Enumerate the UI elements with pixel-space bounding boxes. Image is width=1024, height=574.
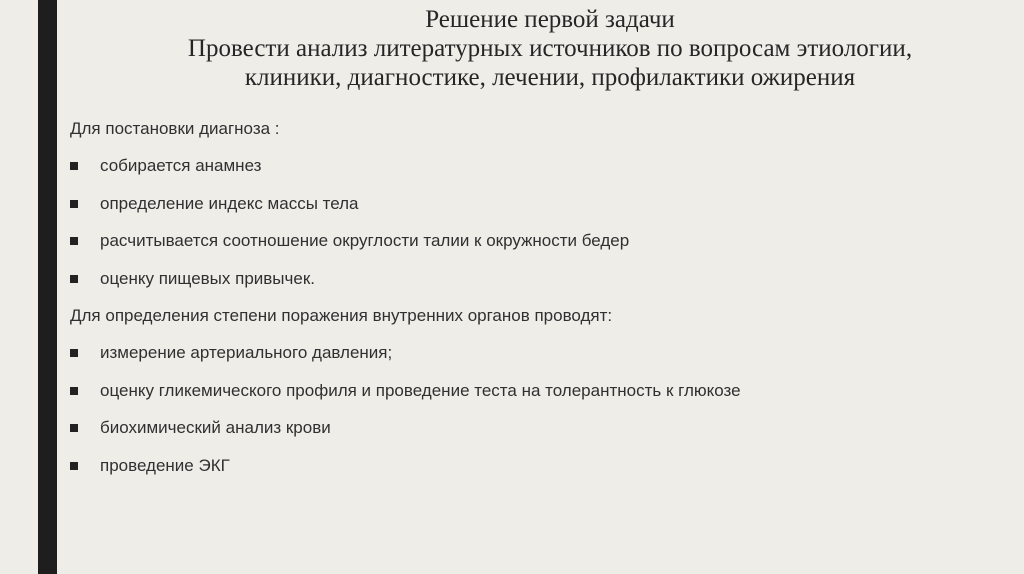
list-item-text: определение индекс массы тела xyxy=(100,193,359,213)
list-item xyxy=(70,415,1010,453)
slide-subtitle-line-1: Провести анализ литературных источников по вопросам этиологии, xyxy=(187,35,913,62)
square-bullet-icon xyxy=(70,424,78,432)
list-item-text: собирается анамнез xyxy=(100,156,262,175)
slide-subtitle-line-2: клиники, диагностике, лечении, профилактики ожирения xyxy=(244,64,856,91)
list-item-text: расчитывается соотношение округлости талии к окружности бедер xyxy=(100,231,630,250)
square-bullet-icon xyxy=(70,349,78,357)
section-intro-organs: Для определения степени поражения внутренних органов проводят: xyxy=(70,306,613,325)
square-bullet-icon xyxy=(70,462,78,470)
square-bullet-icon xyxy=(70,200,78,208)
list-item-text: биохимический анализ крови xyxy=(100,418,331,437)
list-item-text: оценку гликемического профиля и проведение теста на толерантность к глюкозе xyxy=(100,380,741,400)
list-item xyxy=(70,153,1010,191)
list-item-text: проведение ЭКГ xyxy=(100,455,230,475)
list-item-text: оценку пищевых привычек. xyxy=(100,268,315,288)
accent-bar xyxy=(38,0,57,574)
list-item xyxy=(70,453,1010,491)
list-item xyxy=(70,378,1010,416)
section-intro-diagnosis: Для постановки диагноза : xyxy=(70,119,280,138)
list-item xyxy=(70,266,1010,304)
title-block xyxy=(70,5,1024,92)
square-bullet-icon xyxy=(70,162,78,170)
content-body xyxy=(70,116,1010,490)
list-item xyxy=(70,228,1010,266)
square-bullet-icon xyxy=(70,237,78,245)
square-bullet-icon xyxy=(70,387,78,395)
list-item xyxy=(70,340,1010,378)
list-item-text: измерение артериального давления; xyxy=(100,343,393,362)
slide-title: Решение первой задачи xyxy=(425,6,675,33)
square-bullet-icon xyxy=(70,275,78,283)
list-item xyxy=(70,191,1010,229)
